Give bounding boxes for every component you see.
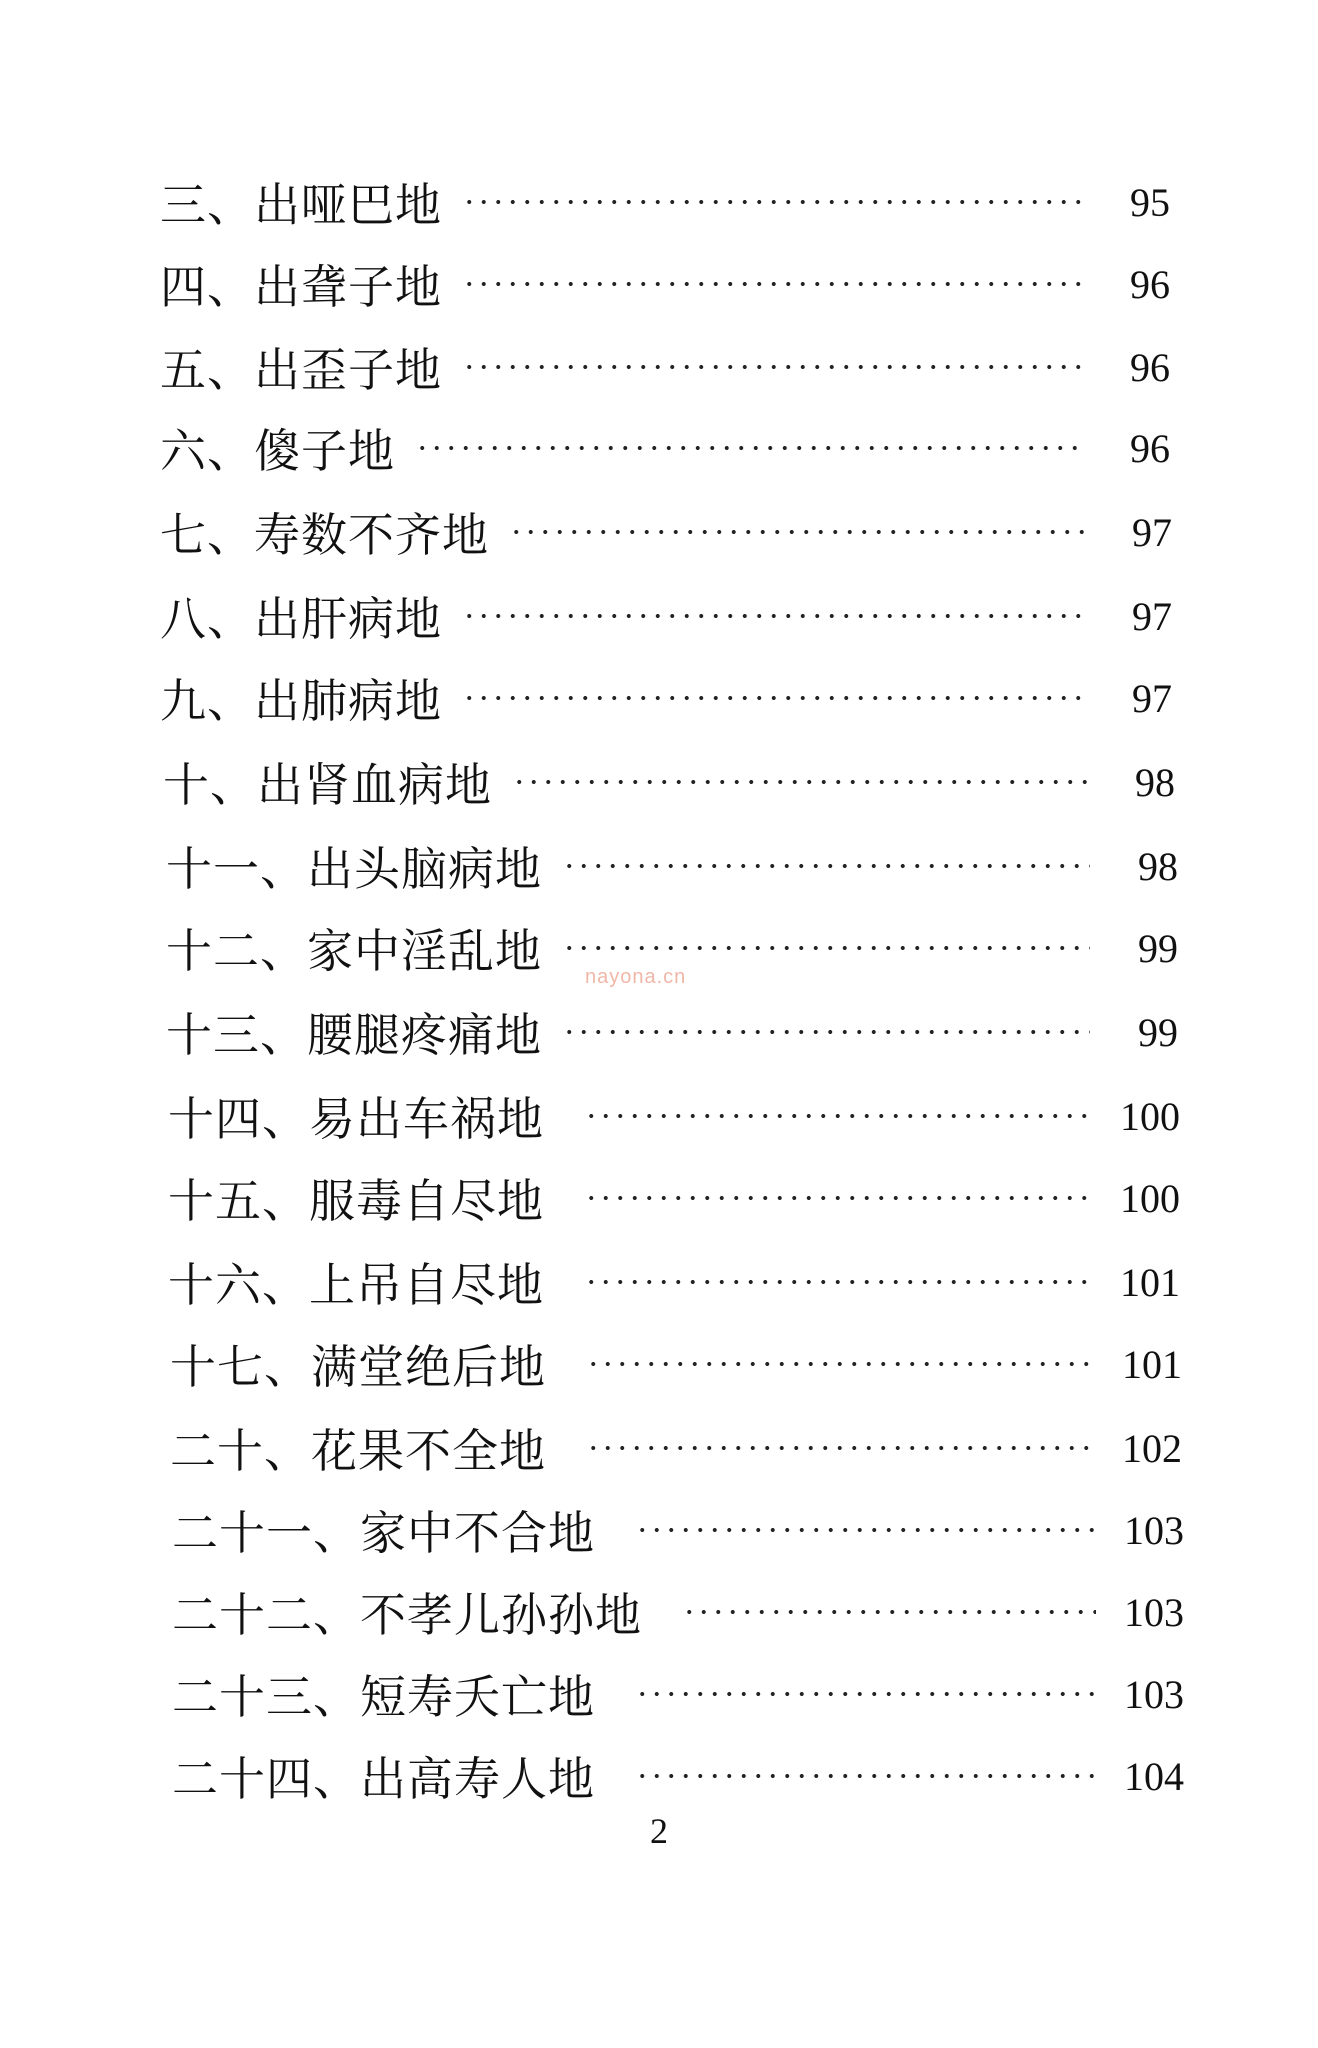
- toc-entry-title: 二十一、家中不合地: [172, 1506, 595, 1560]
- toc-entry-page: 102: [1122, 1425, 1182, 1471]
- toc-entry[interactable]: [160, 172, 1170, 232]
- dot-leader: [584, 1280, 1092, 1284]
- toc-entry-title: 二十三、短寿夭亡地: [172, 1670, 595, 1724]
- toc-entry-title: 五、出歪子地: [160, 343, 442, 397]
- dot-leader: [635, 1528, 1096, 1532]
- toc-entry-page: 96: [1130, 344, 1170, 390]
- toc-entry-page: 97: [1132, 593, 1172, 639]
- toc-entry[interactable]: [172, 1500, 1184, 1560]
- toc-entry-page: 96: [1130, 425, 1170, 471]
- toc-entry[interactable]: [168, 1086, 1180, 1146]
- dot-leader: [462, 696, 1084, 700]
- toc-entry-page: 98: [1135, 759, 1175, 805]
- toc-entry-page: 103: [1124, 1589, 1184, 1635]
- toc-entry-page: 95: [1130, 179, 1170, 225]
- toc-entry[interactable]: [168, 1252, 1180, 1312]
- dot-leader: [562, 864, 1090, 868]
- toc-entry-page: 100: [1120, 1093, 1180, 1139]
- toc-entry-page: 100: [1120, 1175, 1180, 1221]
- toc-entry-title: 八、出肝病地: [160, 592, 442, 646]
- toc-entry-title: 十二、家中淫乱地: [166, 924, 542, 978]
- toc-entry-title: 十三、腰腿疼痛地: [166, 1008, 542, 1062]
- dot-leader: [512, 780, 1087, 784]
- toc-entry[interactable]: [160, 586, 1172, 646]
- dot-leader: [509, 530, 1084, 534]
- toc-entry-title: 二十四、出高寿人地: [172, 1752, 595, 1806]
- toc-entry[interactable]: [160, 668, 1172, 728]
- toc-entry[interactable]: [170, 1418, 1182, 1478]
- dot-leader: [635, 1774, 1096, 1778]
- toc-entry-title: 十一、出头脑病地: [166, 842, 542, 896]
- dot-leader: [415, 446, 1082, 450]
- dot-leader: [635, 1692, 1096, 1696]
- toc-entry-page: 96: [1130, 261, 1170, 307]
- toc-entry-page: 103: [1124, 1671, 1184, 1717]
- toc-entry-title: 六、傻子地: [160, 424, 395, 478]
- dot-leader: [462, 365, 1082, 369]
- toc-entry[interactable]: [160, 502, 1172, 562]
- dot-leader: [584, 1196, 1092, 1200]
- dot-leader: [586, 1362, 1094, 1366]
- watermark: nayona.cn: [585, 966, 687, 988]
- dot-leader: [584, 1114, 1092, 1118]
- toc-entry-title: 十四、易出车祸地: [168, 1092, 544, 1146]
- toc-entry-page: 99: [1138, 1009, 1178, 1055]
- toc-entry-page: 97: [1132, 509, 1172, 555]
- dot-leader: [562, 1030, 1090, 1034]
- toc-entry[interactable]: [166, 1002, 1178, 1062]
- toc-entry-page: 97: [1132, 675, 1172, 721]
- toc-entry-page: 103: [1124, 1507, 1184, 1553]
- toc-entry-title: 十七、满堂绝后地: [170, 1340, 546, 1394]
- toc-entry-title: 九、出肺病地: [160, 674, 442, 728]
- toc-entry-title: 二十二、不孝儿孙孙地: [172, 1588, 642, 1642]
- dot-leader: [462, 282, 1082, 286]
- toc-entry-page: 99: [1138, 925, 1178, 971]
- toc-entry-page: 101: [1122, 1341, 1182, 1387]
- dot-leader: [682, 1610, 1096, 1614]
- dot-leader: [462, 614, 1084, 618]
- dot-leader: [562, 946, 1090, 950]
- toc-entry[interactable]: [172, 1664, 1184, 1724]
- toc-entry-title: 二十、花果不全地: [170, 1424, 546, 1478]
- toc-entry-title: 十五、服毒自尽地: [168, 1174, 544, 1228]
- toc-entry-title: 三、出哑巴地: [160, 178, 442, 232]
- toc-entry-title: 十六、上吊自尽地: [168, 1258, 544, 1312]
- toc-entry[interactable]: [166, 836, 1178, 896]
- toc-entry[interactable]: [160, 418, 1170, 478]
- dot-leader: [586, 1446, 1094, 1450]
- toc-entry[interactable]: [160, 337, 1170, 397]
- toc-entry-title: 七、寿数不齐地: [160, 508, 489, 562]
- toc-entry-title: 十、出肾血病地: [163, 758, 492, 812]
- dot-leader: [462, 200, 1082, 204]
- toc-entry-page: 101: [1120, 1259, 1180, 1305]
- toc-entry-title: 四、出聋子地: [160, 260, 442, 314]
- toc-entry[interactable]: [160, 254, 1170, 314]
- toc-entry-page: 104: [1124, 1753, 1184, 1799]
- page-number: 2: [650, 1811, 668, 1851]
- toc-entry[interactable]: [168, 1168, 1180, 1228]
- toc-entry[interactable]: [163, 752, 1175, 812]
- toc-entry[interactable]: [172, 1582, 1184, 1642]
- toc-entry[interactable]: [172, 1746, 1184, 1806]
- toc-entry[interactable]: [170, 1334, 1182, 1394]
- toc-entry-page: 98: [1138, 843, 1178, 889]
